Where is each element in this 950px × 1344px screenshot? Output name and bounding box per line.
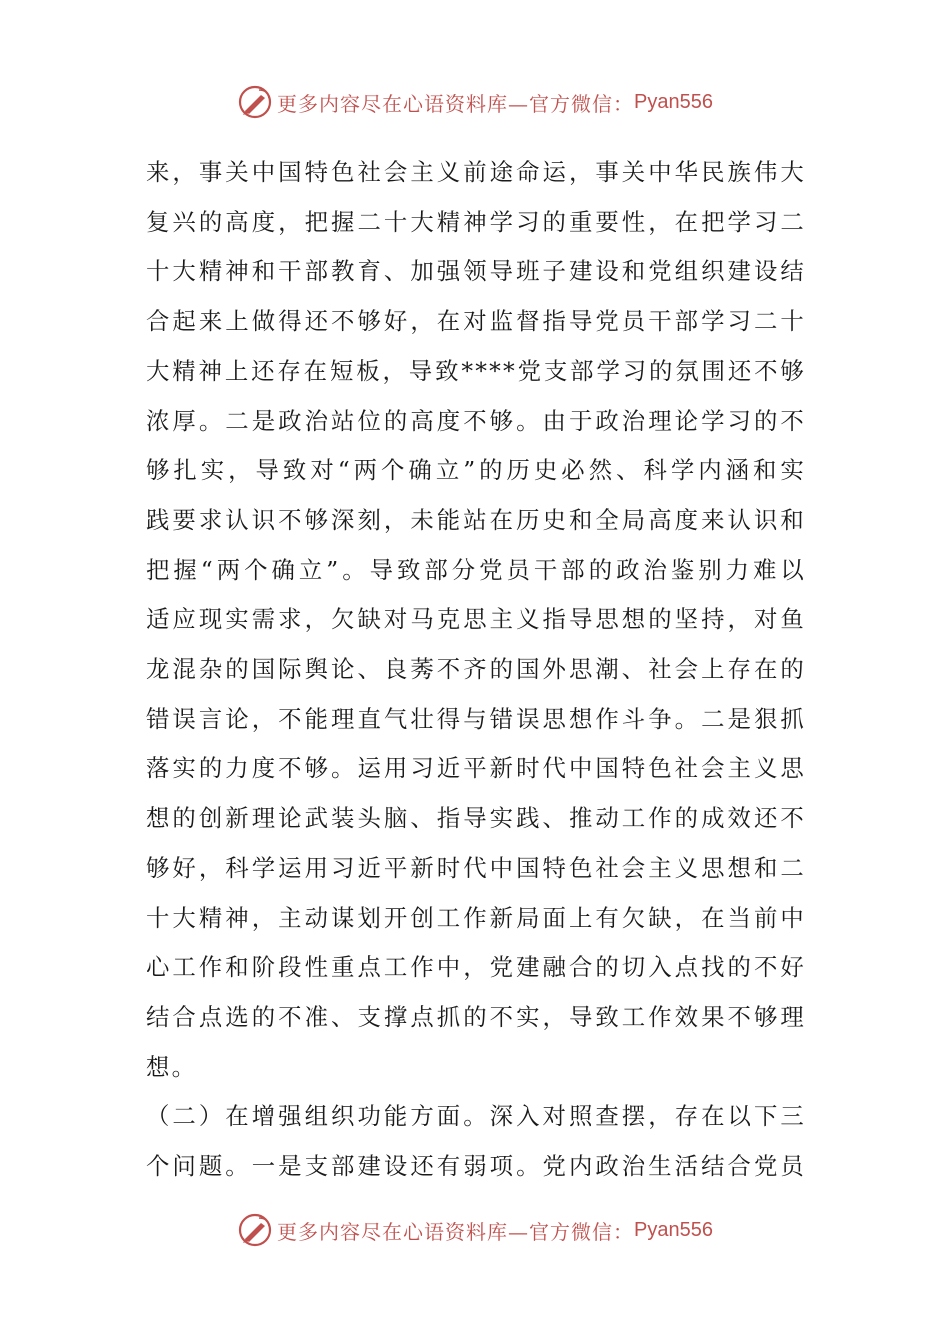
body-line: 浓厚。二是政治站位的高度不够。由于政治理论学习的不 [146, 406, 806, 435]
header-banner-id: Pyan556 [634, 90, 713, 113]
footer-banner-id: Pyan556 [634, 1218, 713, 1241]
body-line: 践要求认识不够深刻，未能站在历史和全局高度来认识和 [146, 505, 806, 534]
body-line: 适应现实需求，欠缺对马克思主义指导思想的坚持，对鱼 [146, 605, 806, 634]
body-line: 心工作和阶段性重点工作中，党建融合的切入点找的不好 [146, 953, 806, 982]
body-line: 结合点选的不准、支撑点抓的不实，导致工作效果不够理 [146, 1002, 806, 1031]
body-line: 个问题。一是支部建设还有弱项。党内政治生活结合党员 [146, 1152, 806, 1181]
pen-logo-icon [237, 1212, 273, 1248]
body-line: 来，事关中国特色社会主义前途命运，事关中华民族伟大 [146, 158, 806, 186]
body-line: 十大精神和干部教育、加强领导班子建设和党组织建设结 [146, 257, 806, 286]
body-line: 落实的力度不够。运用习近平新时代中国特色社会主义思 [146, 754, 806, 783]
header-watermark-banner [0, 82, 950, 122]
body-line: （二）在增强组织功能方面。深入对照查摆，存在以下三 [146, 1102, 806, 1131]
body-line: 错误言论，不能理直气壮得与错误思想作斗争。二是狠抓 [146, 704, 806, 733]
body-line: 龙混杂的国际舆论、良莠不齐的国外思潮、社会上存在的 [146, 655, 806, 684]
footer-watermark-banner [0, 1210, 950, 1250]
body-line: 合起来上做得还不够好，在对监督指导党员干部学习二十 [146, 307, 806, 336]
body-line: 想。 [146, 1052, 198, 1081]
body-line: 复兴的高度，把握二十大精神学习的重要性，在把学习二 [146, 207, 806, 236]
footer-banner-text: 更多内容尽在心语资料库—官方微信： [277, 1219, 635, 1244]
document-body [146, 148, 806, 1192]
body-line: 十大精神，主动谋划开创工作新局面上有欠缺，在当前中 [146, 903, 806, 932]
header-banner-text: 更多内容尽在心语资料库—官方微信： [277, 91, 635, 116]
body-line: 够好，科学运用习近平新时代中国特色社会主义思想和二 [146, 853, 806, 882]
pen-logo-icon [237, 84, 273, 120]
body-line: 够扎实，导致对“两个确立”的历史必然、科学内涵和实 [146, 456, 806, 485]
body-line: 把握“两个确立”。导致部分党员干部的政治鉴别力难以 [146, 555, 806, 584]
body-line: 大精神上还存在短板，导致****党支部学习的氛围还不够 [146, 356, 806, 385]
body-line: 想的创新理论武装头脑、指导实践、推动工作的成效还不 [146, 804, 806, 833]
